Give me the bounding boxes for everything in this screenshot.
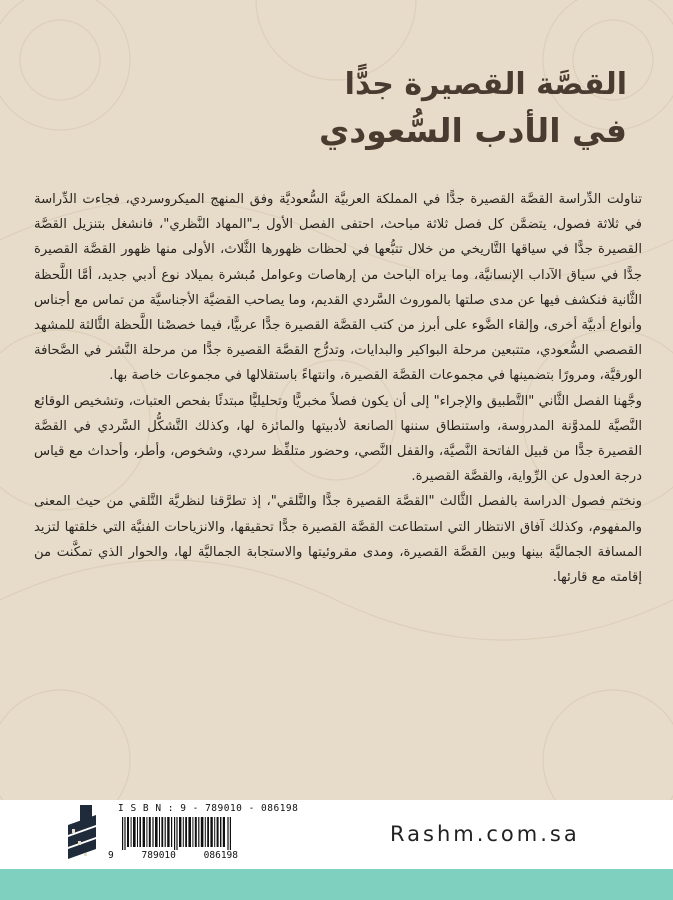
book-title (207, 62, 627, 154)
blurb-paragraph-2: وجَّهنا الفصل الثَّاني "التَّطبيق والإجراء" إلى أن يكون فصلاً مخبريًّا وتحليليًّا مبتدئًا بفحص العتبات، وتشخيص الوقائع النَّصيَّة للمدوَّنة المدروسة، واستنطاق سننها الصانعة لأدبيتها والمائزة لها، وكذلك التَّشكُّل السَّردي في القصَّة القصيرة جدًّا من قبيل الفاتحة النَّصيَّة، والقفل النَّصي، وحضور متلفِّظ سردي، وشخوص، وأطر، وأحداث مع قياس درجة العدول عن الرِّواية، والقصَّة القصيرة. (34, 393, 642, 485)
barcode-digit-prefix: 9 (108, 850, 114, 861)
footer-accent-strip (0, 869, 673, 900)
publisher-logo-icon (62, 803, 102, 863)
book-title-line-2: في الأدب السُّعودي (319, 111, 627, 150)
back-cover-blurb (34, 187, 642, 590)
blurb-paragraph-3: ونختم فصول الدراسة بالفصل الثَّالث "القصَّة القصيرة جدًّا والتَّلقي"، إذ تطرَّقنا لنظريَّة التَّلقي من حيث المعنى والمفهوم، وكذلك آفاق الانتظار التي استطاعت القصَّة القصيرة جدًّا تحقيقها، والانزياحات الفنيَّة التي خلقتها لتزيد المسافة الجماليَّة بينها وبين القصَّة القصيرة، ومدى مقروئيتها والاستجابة الجماليَّة لها، والحوار الذي تمكَّنت من إقامته مع قارئها. (34, 494, 642, 586)
barcode-digit-group-1: 789010 (141, 850, 176, 861)
barcode-digits (108, 850, 238, 861)
barcode-digit-group-2: 086198 (203, 850, 238, 861)
publisher-website: Rashm.com.sa (390, 822, 580, 846)
book-title-line-1: القصَّة القصيرة جدًّا (344, 67, 627, 102)
isbn-label: I S B N : 9 - 789010 - 086198 (118, 803, 299, 814)
blurb-paragraph-1: تناولت الدِّراسة القصَّة القصيرة جدًّا في المملكة العربيَّة السُّعوديَّة وفق المنهج الميكروسردي، فجاءت الدِّراسة في ثلاثة فصول، يتضمَّن كل فصل ثلاثة مباحث، احتفى الفصل الأول بـ"المهاد النَّظري"، فانشغل بتنزيل القصَّة القصيرة جدًّا في سياقها التَّاريخي من خلال تتبُّعها في لحظات ظهورها الثَّلاث، الأولى منها ظهور القصَّة القصيرة جدًّا في سياق الآداب الإنسانيَّة، وما يراه الباحث من إرهاصات وعوامل مُبشرة بميلاد نوع أدبي جديد، أمَّا اللَّحظة الثَّانية فنكشف فيها عن مدى صلتها بالموروث السَّردي القديم، وما يصاحب القضيَّة الأجناسيَّة من تماس مع أجناس وأنواع أدبيَّة أخرى، وإلقاء الضَّوء على أبرز من كتب القصَّة القصيرة جدًّا عربيًّا، فيما خصصْنا اللَّحظة الثَّالثة للمشهد القصصي السُّعودي، متتبعين مرحلة البواكير والبدايات، وتدرُّج القصَّة القصيرة جدًّا من مرحلة النَّشر في الصَّحافة الورقيَّة، ومرورًا بتضمينها في مجموعات القصَّة القصيرة، وانتهاءً باستقلالها في مجموعات خاصة بها. (34, 192, 642, 384)
isbn-barcode (122, 817, 232, 850)
